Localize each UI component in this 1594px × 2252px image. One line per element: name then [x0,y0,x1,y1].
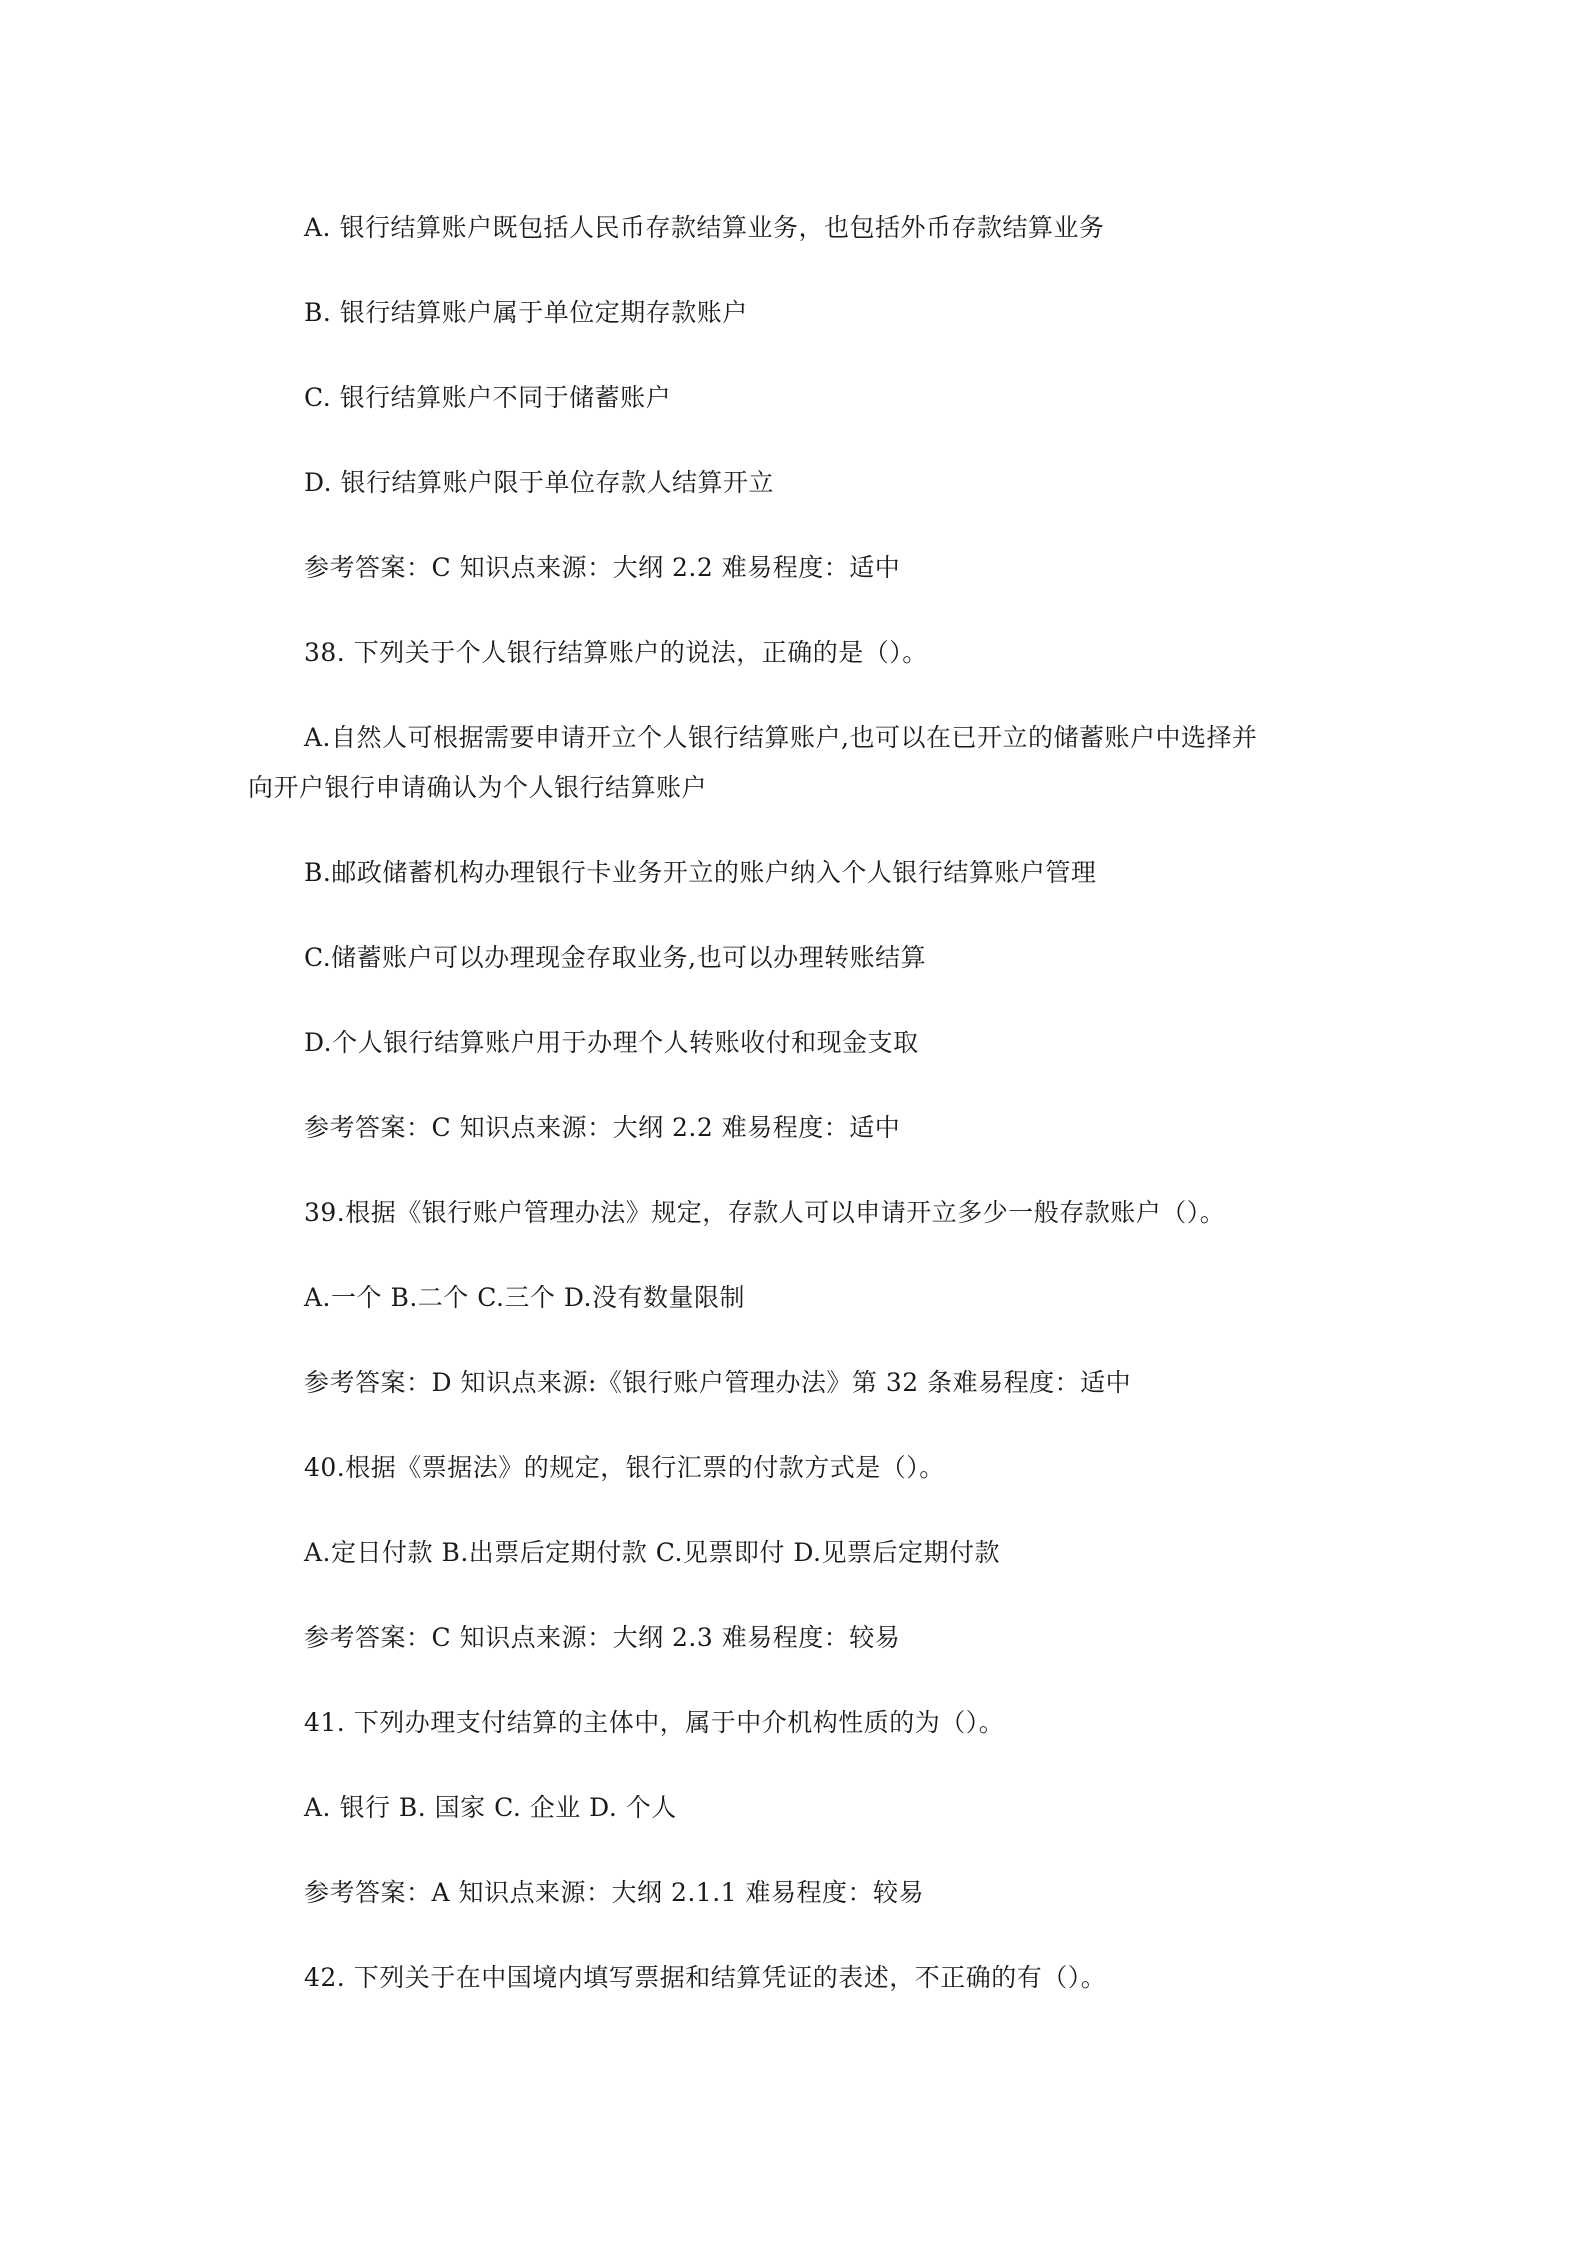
answer-q41: 参考答案：A 知识点来源：大纲 2.1.1 难易程度：较易 [304,1878,925,1907]
option-a-q38: A.自然人可根据需要申请开立个人银行结算账户,也可以在已开立的储蓄账户中选择并 [304,723,1258,752]
question-40: 40.根据《票据法》的规定，银行汇票的付款方式是（）。 [304,1453,945,1482]
option-a-q38-continued: 向开户银行申请确认为个人银行结算账户 [248,773,708,802]
options-q40: A.定日付款 B.出票后定期付款 C.见票即付 D.见票后定期付款 [304,1538,1000,1567]
option-b-q38: B.邮政储蓄机构办理银行卡业务开立的账户纳入个人银行结算账户管理 [304,858,1097,887]
option-d-q38: D.个人银行结算账户用于办理个人转账收付和现金支取 [304,1028,919,1057]
options-q41: A. 银行 B. 国家 C. 企业 D. 个人 [304,1793,677,1822]
option-c-q38: C.储蓄账户可以办理现金存取业务,也可以办理转账结算 [304,943,927,972]
answer-q39: 参考答案：D 知识点来源:《银行账户管理办法》第 32 条难易程度：适中 [304,1368,1132,1397]
option-a-q37: A. 银行结算账户既包括人民币存款结算业务，也包括外币存款结算业务 [304,213,1105,242]
answer-q38: 参考答案：C 知识点来源：大纲 2.2 难易程度：适中 [304,1113,901,1142]
question-41: 41. 下列办理支付结算的主体中，属于中介机构性质的为（）。 [304,1708,1005,1737]
answer-q37: 参考答案：C 知识点来源：大纲 2.2 难易程度：适中 [304,553,901,582]
options-q39: A.一个 B.二个 C.三个 D.没有数量限制 [304,1283,745,1312]
answer-q40: 参考答案：C 知识点来源：大纲 2.3 难易程度：较易 [304,1623,901,1652]
question-39: 39.根据《银行账户管理办法》规定，存款人可以申请开立多少一般存款账户（）。 [304,1198,1226,1227]
option-b-q37: B. 银行结算账户属于单位定期存款账户 [304,298,748,327]
question-42: 42. 下列关于在中国境内填写票据和结算凭证的表述，不正确的有（）。 [304,1963,1107,1992]
option-c-q37: C. 银行结算账户不同于储蓄账户 [304,383,672,412]
option-d-q37: D. 银行结算账户限于单位存款人结算开立 [304,468,775,497]
question-38: 38. 下列关于个人银行结算账户的说法，正确的是（）。 [304,638,928,667]
